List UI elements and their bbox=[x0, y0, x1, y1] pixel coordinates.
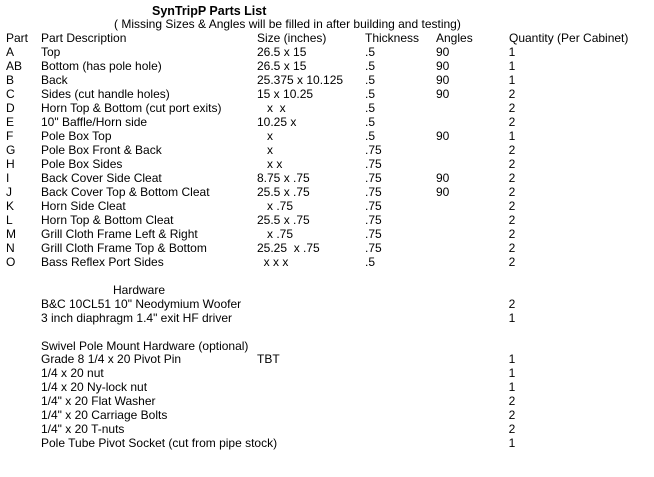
hardware-heading-row bbox=[0, 283, 654, 297]
document-title: SynTripP Parts List bbox=[152, 4, 267, 18]
part-quantity: 1 bbox=[508, 73, 516, 87]
swivel-heading: Swivel Pole Mount Hardware (optional) bbox=[41, 339, 249, 353]
part-angle: 90 bbox=[436, 73, 450, 87]
part-description: Back Cover Side Cleat bbox=[41, 171, 162, 185]
part-code: K bbox=[6, 199, 15, 213]
part-thickness: .75 bbox=[365, 199, 382, 213]
table-row bbox=[0, 255, 654, 269]
part-size: 25.25 x .75 bbox=[257, 241, 320, 255]
list-item bbox=[0, 422, 654, 436]
swivel-quantity: 1 bbox=[508, 366, 516, 380]
part-description: 10" Baffle/Horn side bbox=[41, 115, 148, 129]
swivel-quantity: 1 bbox=[508, 352, 516, 366]
list-item bbox=[0, 408, 654, 422]
part-code: AB bbox=[6, 59, 23, 73]
hardware-heading: Hardware bbox=[113, 283, 166, 297]
table-row bbox=[0, 199, 654, 213]
part-code: J bbox=[6, 185, 12, 199]
part-thickness: .75 bbox=[365, 241, 382, 255]
part-thickness: .75 bbox=[365, 185, 382, 199]
list-item bbox=[0, 311, 654, 325]
part-thickness: .75 bbox=[365, 143, 382, 157]
part-thickness: .5 bbox=[365, 87, 376, 101]
part-size: x bbox=[257, 143, 274, 157]
table-row bbox=[0, 59, 654, 73]
table-row bbox=[0, 45, 654, 59]
header-quantity: Quantity (Per Cabinet) bbox=[509, 31, 629, 45]
part-description: Bottom (has pole hole) bbox=[41, 59, 162, 73]
table-row bbox=[0, 115, 654, 129]
swivel-quantity: 2 bbox=[508, 394, 516, 408]
part-thickness: .5 bbox=[365, 59, 376, 73]
part-thickness: .5 bbox=[365, 73, 376, 87]
part-description: Pole Box Top bbox=[41, 129, 112, 143]
swivel-quantity: 2 bbox=[508, 408, 516, 422]
swivel-description: 1/4 x 20 Ny-lock nut bbox=[41, 380, 148, 394]
table-row bbox=[0, 87, 654, 101]
list-item bbox=[0, 380, 654, 394]
part-description: Grill Cloth Frame Top & Bottom bbox=[41, 241, 207, 255]
table-row bbox=[0, 101, 654, 115]
part-code: C bbox=[6, 87, 15, 101]
part-code: L bbox=[6, 213, 13, 227]
list-item bbox=[0, 394, 654, 408]
part-thickness: .5 bbox=[365, 129, 376, 143]
header-size: Size (inches) bbox=[257, 31, 327, 45]
part-code: I bbox=[6, 171, 10, 185]
part-quantity: 2 bbox=[508, 171, 516, 185]
part-thickness: .75 bbox=[365, 213, 382, 227]
part-quantity: 2 bbox=[508, 227, 516, 241]
swivel-size: TBT bbox=[257, 352, 280, 366]
part-code: E bbox=[6, 115, 15, 129]
part-description: Top bbox=[41, 45, 61, 59]
table-row bbox=[0, 241, 654, 255]
table-row bbox=[0, 171, 654, 185]
swivel-quantity: 1 bbox=[508, 380, 516, 394]
part-code: D bbox=[6, 101, 15, 115]
part-description: Pole Box Front & Back bbox=[41, 143, 162, 157]
part-thickness: .75 bbox=[365, 157, 382, 171]
swivel-description: Grade 8 1/4 x 20 Pivot Pin bbox=[41, 352, 182, 366]
part-size: 8.75 x .75 bbox=[257, 171, 310, 185]
part-quantity: 2 bbox=[508, 213, 516, 227]
part-quantity: 2 bbox=[508, 87, 516, 101]
part-code: H bbox=[6, 157, 15, 171]
part-description: Sides (cut handle holes) bbox=[41, 87, 170, 101]
header-angles: Angles bbox=[436, 31, 473, 45]
part-quantity: 2 bbox=[508, 143, 516, 157]
part-code: O bbox=[6, 255, 16, 269]
part-quantity: 2 bbox=[508, 157, 516, 171]
part-code: N bbox=[6, 241, 15, 255]
part-size: x bbox=[257, 129, 274, 143]
hardware-description: 3 inch diaphragm 1.4" exit HF driver bbox=[41, 311, 233, 325]
part-size: x .75 bbox=[257, 227, 294, 241]
part-size: x x x bbox=[257, 255, 289, 269]
part-quantity: 2 bbox=[508, 185, 516, 199]
list-item bbox=[0, 436, 654, 450]
part-quantity: 2 bbox=[508, 255, 516, 269]
swivel-description: 1/4 x 20 nut bbox=[41, 366, 104, 380]
part-thickness: .75 bbox=[365, 171, 382, 185]
part-quantity: 2 bbox=[508, 241, 516, 255]
part-quantity: 2 bbox=[508, 199, 516, 213]
part-thickness: .5 bbox=[365, 115, 376, 129]
part-description: Grill Cloth Frame Left & Right bbox=[41, 227, 198, 241]
hardware-quantity: 2 bbox=[508, 297, 516, 311]
part-quantity: 1 bbox=[508, 45, 516, 59]
part-size: x x bbox=[257, 101, 286, 115]
list-item bbox=[0, 366, 654, 380]
part-quantity: 1 bbox=[508, 129, 516, 143]
swivel-description: 1/4" x 20 Flat Washer bbox=[41, 394, 156, 408]
header-description: Part Description bbox=[41, 31, 127, 45]
part-quantity: 2 bbox=[508, 115, 516, 129]
part-size: 15 x 10.25 bbox=[257, 87, 314, 101]
part-size: 26.5 x 15 bbox=[257, 59, 307, 73]
part-size: 10.25 x bbox=[257, 115, 297, 129]
part-quantity: 1 bbox=[508, 59, 516, 73]
part-code: B bbox=[6, 73, 15, 87]
table-row bbox=[0, 213, 654, 227]
swivel-description: 1/4" x 20 T-nuts bbox=[41, 422, 125, 436]
part-description: Bass Reflex Port Sides bbox=[41, 255, 164, 269]
swivel-quantity: 1 bbox=[508, 436, 516, 450]
part-code: M bbox=[6, 227, 16, 241]
part-size: 26.5 x 15 bbox=[257, 45, 307, 59]
table-row bbox=[0, 73, 654, 87]
part-description: Back Cover Top & Bottom Cleat bbox=[41, 185, 210, 199]
header-part: Part bbox=[6, 31, 29, 45]
part-thickness: .5 bbox=[365, 255, 376, 269]
list-item bbox=[0, 352, 654, 366]
part-angle: 90 bbox=[436, 129, 450, 143]
part-description: Horn Top & Bottom Cleat bbox=[41, 213, 174, 227]
part-angle: 90 bbox=[436, 45, 450, 59]
part-size: x x bbox=[257, 157, 283, 171]
part-size: 25.5 x .75 bbox=[257, 185, 310, 199]
part-angle: 90 bbox=[436, 59, 450, 73]
part-description: Pole Box Sides bbox=[41, 157, 123, 171]
part-thickness: .5 bbox=[365, 101, 376, 115]
table-row bbox=[0, 143, 654, 157]
part-description: Horn Top & Bottom (cut port exits) bbox=[41, 101, 222, 115]
parts-table-header bbox=[0, 31, 654, 45]
part-size: 25.375 x 10.125 bbox=[257, 73, 344, 87]
part-code: F bbox=[6, 129, 14, 143]
part-angle: 90 bbox=[436, 171, 450, 185]
swivel-quantity: 2 bbox=[508, 422, 516, 436]
hardware-quantity: 1 bbox=[508, 311, 516, 325]
swivel-description: 1/4" x 20 Carriage Bolts bbox=[41, 408, 168, 422]
part-description: Horn Side Cleat bbox=[41, 199, 126, 213]
swivel-description: Pole Tube Pivot Socket (cut from pipe stock) bbox=[41, 436, 278, 450]
part-description: Back bbox=[41, 73, 68, 87]
part-thickness: .75 bbox=[365, 227, 382, 241]
table-row bbox=[0, 227, 654, 241]
part-quantity: 2 bbox=[508, 101, 516, 115]
list-item bbox=[0, 297, 654, 311]
part-angle: 90 bbox=[436, 185, 450, 199]
part-size: 25.5 x .75 bbox=[257, 213, 310, 227]
part-angle: 90 bbox=[436, 87, 450, 101]
part-code: A bbox=[6, 45, 15, 59]
table-row bbox=[0, 157, 654, 171]
header-thickness: Thickness bbox=[365, 31, 420, 45]
part-thickness: .5 bbox=[365, 45, 376, 59]
part-size: x .75 bbox=[257, 199, 294, 213]
table-row bbox=[0, 129, 654, 143]
swivel-heading-row bbox=[0, 339, 654, 353]
part-code: G bbox=[6, 143, 16, 157]
hardware-description: B&C 10CL51 10" Neodymium Woofer bbox=[41, 297, 242, 311]
document-subtitle: ( Missing Sizes & Angles will be filled in after building and testing) bbox=[114, 17, 461, 31]
table-row bbox=[0, 185, 654, 199]
